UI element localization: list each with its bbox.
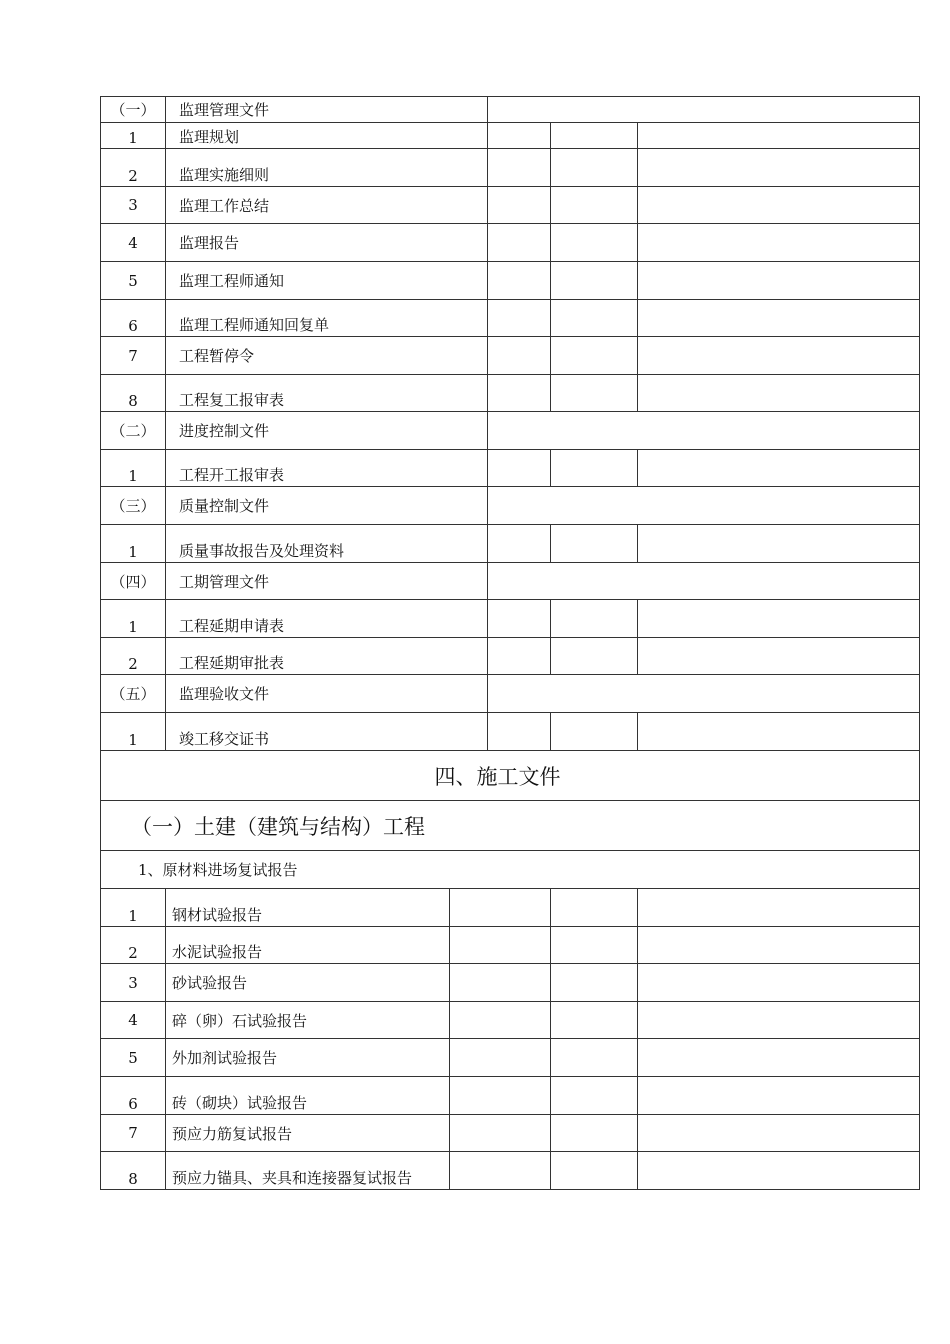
blank-cell bbox=[450, 1002, 551, 1039]
blank-cell bbox=[450, 1115, 551, 1152]
blank-cell bbox=[638, 337, 920, 375]
row-label: 钢材试验报告 bbox=[166, 889, 450, 927]
blank-cell bbox=[551, 525, 638, 563]
blank-cell bbox=[551, 1077, 638, 1115]
blank-cell bbox=[551, 638, 638, 675]
row-label: 质量事故报告及处理资料 bbox=[166, 525, 488, 563]
row-number: （一） bbox=[101, 97, 166, 123]
blank-cell bbox=[638, 713, 920, 751]
table-row bbox=[101, 300, 920, 337]
blank-cell bbox=[551, 262, 638, 300]
row-label: 外加剂试验报告 bbox=[166, 1039, 450, 1077]
blank-cell bbox=[638, 262, 920, 300]
blank-cell bbox=[638, 123, 920, 149]
table-row bbox=[101, 889, 920, 927]
blank-cell bbox=[551, 964, 638, 1002]
group-blank-cell bbox=[488, 412, 920, 450]
archive-table-2 bbox=[100, 888, 920, 1190]
row-label: 水泥试验报告 bbox=[166, 927, 450, 964]
table-row bbox=[101, 1039, 920, 1077]
row-number: 7 bbox=[101, 1115, 166, 1152]
table-row bbox=[101, 638, 920, 675]
row-label: 工程开工报审表 bbox=[166, 450, 488, 487]
row-number: （三） bbox=[101, 487, 166, 525]
row-label: 工程延期审批表 bbox=[166, 638, 488, 675]
row-number: 6 bbox=[101, 1077, 166, 1115]
table-row bbox=[101, 1115, 920, 1152]
section-subtitle: （一）土建（建筑与结构）工程 bbox=[101, 801, 920, 851]
row-number: （四） bbox=[101, 563, 166, 600]
table-row bbox=[101, 262, 920, 300]
blank-cell bbox=[551, 927, 638, 964]
archive-table bbox=[100, 96, 920, 889]
blank-cell bbox=[551, 1002, 638, 1039]
blank-cell bbox=[488, 600, 551, 638]
table-row bbox=[101, 450, 920, 487]
blank-cell bbox=[488, 525, 551, 563]
row-number: 1 bbox=[101, 600, 166, 638]
table1-body bbox=[101, 97, 920, 751]
group-row bbox=[101, 563, 920, 600]
blank-cell bbox=[488, 187, 551, 224]
blank-cell bbox=[551, 149, 638, 187]
row-number: 8 bbox=[101, 1152, 166, 1190]
blank-cell bbox=[450, 964, 551, 1002]
group-row bbox=[101, 487, 920, 525]
section-header bbox=[101, 751, 920, 889]
blank-cell bbox=[638, 224, 920, 262]
table-row bbox=[101, 1002, 920, 1039]
table-row bbox=[101, 123, 920, 149]
row-number: 4 bbox=[101, 1002, 166, 1039]
blank-cell bbox=[488, 450, 551, 487]
blank-cell bbox=[638, 525, 920, 563]
blank-cell bbox=[450, 1039, 551, 1077]
table-row bbox=[101, 224, 920, 262]
row-number: 4 bbox=[101, 224, 166, 262]
blank-cell bbox=[488, 224, 551, 262]
table-row bbox=[101, 525, 920, 563]
row-label: 监理规划 bbox=[166, 123, 488, 149]
row-number: 3 bbox=[101, 964, 166, 1002]
blank-cell bbox=[638, 450, 920, 487]
blank-cell bbox=[488, 262, 551, 300]
row-number: 1 bbox=[101, 525, 166, 563]
row-label: 碎（卵）石试验报告 bbox=[166, 1002, 450, 1039]
blank-cell bbox=[450, 889, 551, 927]
table-row bbox=[101, 1077, 920, 1115]
blank-cell bbox=[551, 224, 638, 262]
blank-cell bbox=[450, 1077, 551, 1115]
row-number: 2 bbox=[101, 638, 166, 675]
row-label: 监理工程师通知 bbox=[166, 262, 488, 300]
blank-cell bbox=[551, 375, 638, 412]
blank-cell bbox=[638, 964, 920, 1002]
subsection-title: 1、原材料进场复试报告 bbox=[101, 851, 920, 889]
row-label: 工期管理文件 bbox=[166, 563, 488, 600]
row-label: 进度控制文件 bbox=[166, 412, 488, 450]
row-number: 1 bbox=[101, 713, 166, 751]
blank-cell bbox=[638, 600, 920, 638]
table-row bbox=[101, 927, 920, 964]
blank-cell bbox=[488, 375, 551, 412]
table-row bbox=[101, 713, 920, 751]
row-label: 监理报告 bbox=[166, 224, 488, 262]
row-label: 工程复工报审表 bbox=[166, 375, 488, 412]
row-number: 2 bbox=[101, 149, 166, 187]
row-number: 1 bbox=[101, 450, 166, 487]
section-title: 四、施工文件 bbox=[101, 751, 920, 801]
row-label: 砂试验报告 bbox=[166, 964, 450, 1002]
row-number: 1 bbox=[101, 889, 166, 927]
blank-cell bbox=[551, 187, 638, 224]
blank-cell bbox=[488, 123, 551, 149]
blank-cell bbox=[488, 337, 551, 375]
blank-cell bbox=[488, 713, 551, 751]
group-blank-cell bbox=[488, 487, 920, 525]
blank-cell bbox=[638, 889, 920, 927]
blank-cell bbox=[450, 927, 551, 964]
document-page bbox=[100, 96, 919, 1190]
group-row bbox=[101, 675, 920, 713]
row-number: 8 bbox=[101, 375, 166, 412]
row-label: 监理工作总结 bbox=[166, 187, 488, 224]
blank-cell bbox=[551, 1115, 638, 1152]
blank-cell bbox=[638, 1002, 920, 1039]
blank-cell bbox=[638, 375, 920, 412]
blank-cell bbox=[638, 1077, 920, 1115]
table-row bbox=[101, 149, 920, 187]
row-number: 5 bbox=[101, 1039, 166, 1077]
blank-cell bbox=[638, 1152, 920, 1190]
blank-cell bbox=[551, 600, 638, 638]
row-label: 预应力锚具、夹具和连接器复试报告 bbox=[166, 1152, 450, 1190]
blank-cell bbox=[638, 927, 920, 964]
blank-cell bbox=[638, 1039, 920, 1077]
blank-cell bbox=[638, 149, 920, 187]
row-number: 5 bbox=[101, 262, 166, 300]
group-blank-cell bbox=[488, 675, 920, 713]
table-row bbox=[101, 375, 920, 412]
row-number: （二） bbox=[101, 412, 166, 450]
table-row bbox=[101, 187, 920, 224]
blank-cell bbox=[551, 1152, 638, 1190]
blank-cell bbox=[638, 300, 920, 337]
blank-cell bbox=[551, 713, 638, 751]
row-label: 质量控制文件 bbox=[166, 487, 488, 525]
blank-cell bbox=[551, 123, 638, 149]
row-number: 6 bbox=[101, 300, 166, 337]
blank-cell bbox=[551, 300, 638, 337]
group-row bbox=[101, 97, 920, 123]
row-label: 预应力筋复试报告 bbox=[166, 1115, 450, 1152]
row-number: （五） bbox=[101, 675, 166, 713]
group-blank-cell bbox=[488, 97, 920, 123]
blank-cell bbox=[638, 1115, 920, 1152]
blank-cell bbox=[638, 638, 920, 675]
row-label: 监理实施细则 bbox=[166, 149, 488, 187]
group-row bbox=[101, 412, 920, 450]
blank-cell bbox=[551, 337, 638, 375]
blank-cell bbox=[450, 1152, 551, 1190]
row-number: 7 bbox=[101, 337, 166, 375]
row-label: 监理工程师通知回复单 bbox=[166, 300, 488, 337]
row-label: 竣工移交证书 bbox=[166, 713, 488, 751]
table-row bbox=[101, 1152, 920, 1190]
row-number: 1 bbox=[101, 123, 166, 149]
table-row bbox=[101, 964, 920, 1002]
blank-cell bbox=[488, 149, 551, 187]
row-number: 2 bbox=[101, 927, 166, 964]
blank-cell bbox=[638, 187, 920, 224]
row-label: 监理管理文件 bbox=[166, 97, 488, 123]
blank-cell bbox=[551, 1039, 638, 1077]
blank-cell bbox=[488, 638, 551, 675]
blank-cell bbox=[551, 450, 638, 487]
row-label: 监理验收文件 bbox=[166, 675, 488, 713]
row-label: 工程暂停令 bbox=[166, 337, 488, 375]
blank-cell bbox=[488, 300, 551, 337]
blank-cell bbox=[551, 889, 638, 927]
table-row bbox=[101, 337, 920, 375]
group-blank-cell bbox=[488, 563, 920, 600]
table-row bbox=[101, 600, 920, 638]
row-number: 3 bbox=[101, 187, 166, 224]
row-label: 工程延期申请表 bbox=[166, 600, 488, 638]
table2-body bbox=[101, 889, 920, 1190]
row-label: 砖（砌块）试验报告 bbox=[166, 1077, 450, 1115]
